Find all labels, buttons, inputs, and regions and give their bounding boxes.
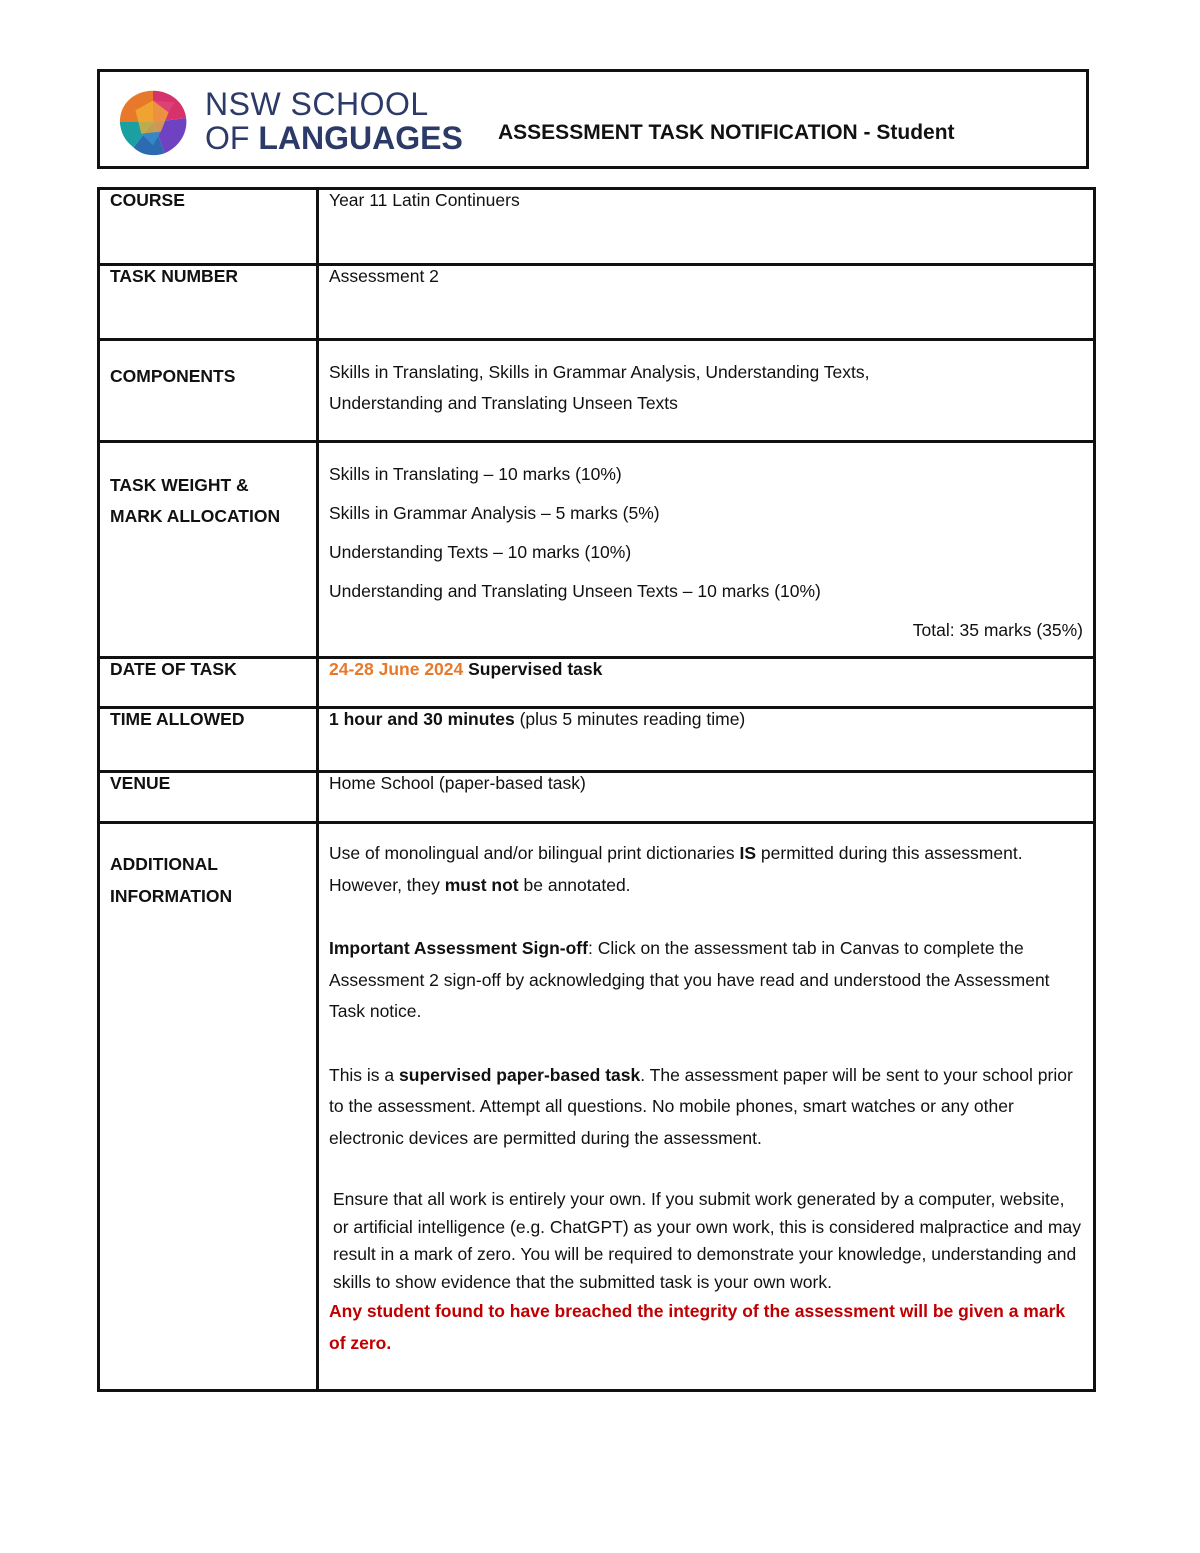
p1-d: must not [444,874,519,895]
logo-line1: NSW SCHOOL [205,86,429,122]
task-weight-label [99,442,318,658]
p1-a: Use of monolingual and/or bilingual print dictionaries [329,843,740,863]
logo-wordmark [205,88,463,154]
row-date [99,658,1095,708]
weight-item: Understanding Texts – 10 marks (10%) [329,542,632,562]
header-box [97,69,1089,169]
date-label: DATE OF TASK [99,658,318,708]
row-course [99,189,1095,265]
p2-bold: Important Assessment Sign-off [329,938,588,958]
time-rest: (plus 5 minutes reading time) [514,709,746,729]
time-bold: 1 hour and 30 minutes [329,709,515,729]
date-suffix: Supervised task [463,659,603,679]
weight-item: Understanding and Translating Unseen Texts – 10 marks (10%) [329,581,821,601]
components-label: COMPONENTS [99,340,318,442]
p3-rest: . The assessment paper will be sent to your school prior to the assessment. Attempt all questions. No mobile phones, smart watches or any other electronic devices are permitted during the assessment. [329,1064,1073,1148]
course-value: Year 11 Latin Continuers [318,189,1095,265]
page-title: ASSESSMENT TASK NOTIFICATION - Student [498,121,955,144]
date-text: 24-28 June 2024 [329,659,464,679]
integrity-warning: Any student found to have breached the integrity of the assessment will be given a mark of zero. [329,1301,1066,1353]
row-time [99,708,1095,772]
assessment-table [97,187,1096,1392]
components-line1: Skills in Translating, Skills in Grammar Analysis, Understanding Texts, [329,362,870,382]
logo-line2 [205,122,463,154]
components-value [318,340,1095,442]
logo-line2-bold: LANGUAGES [258,120,463,156]
time-value [318,708,1095,772]
p3-a: This is a [329,1064,400,1085]
task-weight-label-line1: TASK WEIGHT & [110,475,249,495]
dictionary-paragraph [329,838,1083,901]
venue-value: Home School (paper-based task) [318,772,1095,823]
integrity-paragraph: Ensure that all work is entirely your own. If you submit work generated by a computer, website, or artificial intelligence (e.g. ChatGPT) as your own work, this is considered malpractice and may result in a mark of zero. You will be required to demonstrate your knowledge, understanding and skills to show evidence that the submitted task is your own work. [333,1189,1081,1292]
additional-label-line1: ADDITIONAL [110,854,218,874]
course-label: COURSE [99,189,318,265]
venue-label: VENUE [99,772,318,823]
p1-e: be annotated. [518,874,631,895]
supervised-paragraph [329,1060,1083,1155]
weight-total: Total: 35 marks (35%) [912,620,1083,640]
task-weight-label-line2: MARK ALLOCATION [110,506,281,526]
p2-rest: : Click on the assessment tab in Canvas to complete the Assessment 2 sign-off by acknowledging that you have read and understood the Assessment Task notice. [329,938,1050,1021]
signoff-paragraph [329,933,1083,1028]
additional-value [318,823,1095,1391]
p1-c: permitted during this assessment. However, they [329,843,1023,895]
p3-bold: supervised paper-based task [399,1064,641,1085]
components-line2: Understanding and Translating Unseen Texts [329,393,678,413]
weight-item: Skills in Grammar Analysis – 5 marks (5%) [329,503,660,523]
row-additional [99,823,1095,1391]
task-number-value: Assessment 2 [318,265,1095,340]
row-venue [99,772,1095,823]
row-components [99,340,1095,442]
logo-line2-prefix: OF [205,120,250,156]
p1-b: IS [739,843,757,863]
additional-label [99,823,318,1391]
time-label: TIME ALLOWED [99,708,318,772]
date-value [318,658,1095,708]
additional-label-line2: INFORMATION [110,886,233,906]
row-task-number [99,265,1095,340]
weight-item: Skills in Translating – 10 marks (10%) [329,464,622,484]
task-weight-value [318,442,1095,658]
task-number-label: TASK NUMBER [99,265,318,340]
row-task-weight [99,442,1095,658]
nsw-school-logo-icon [114,82,192,162]
